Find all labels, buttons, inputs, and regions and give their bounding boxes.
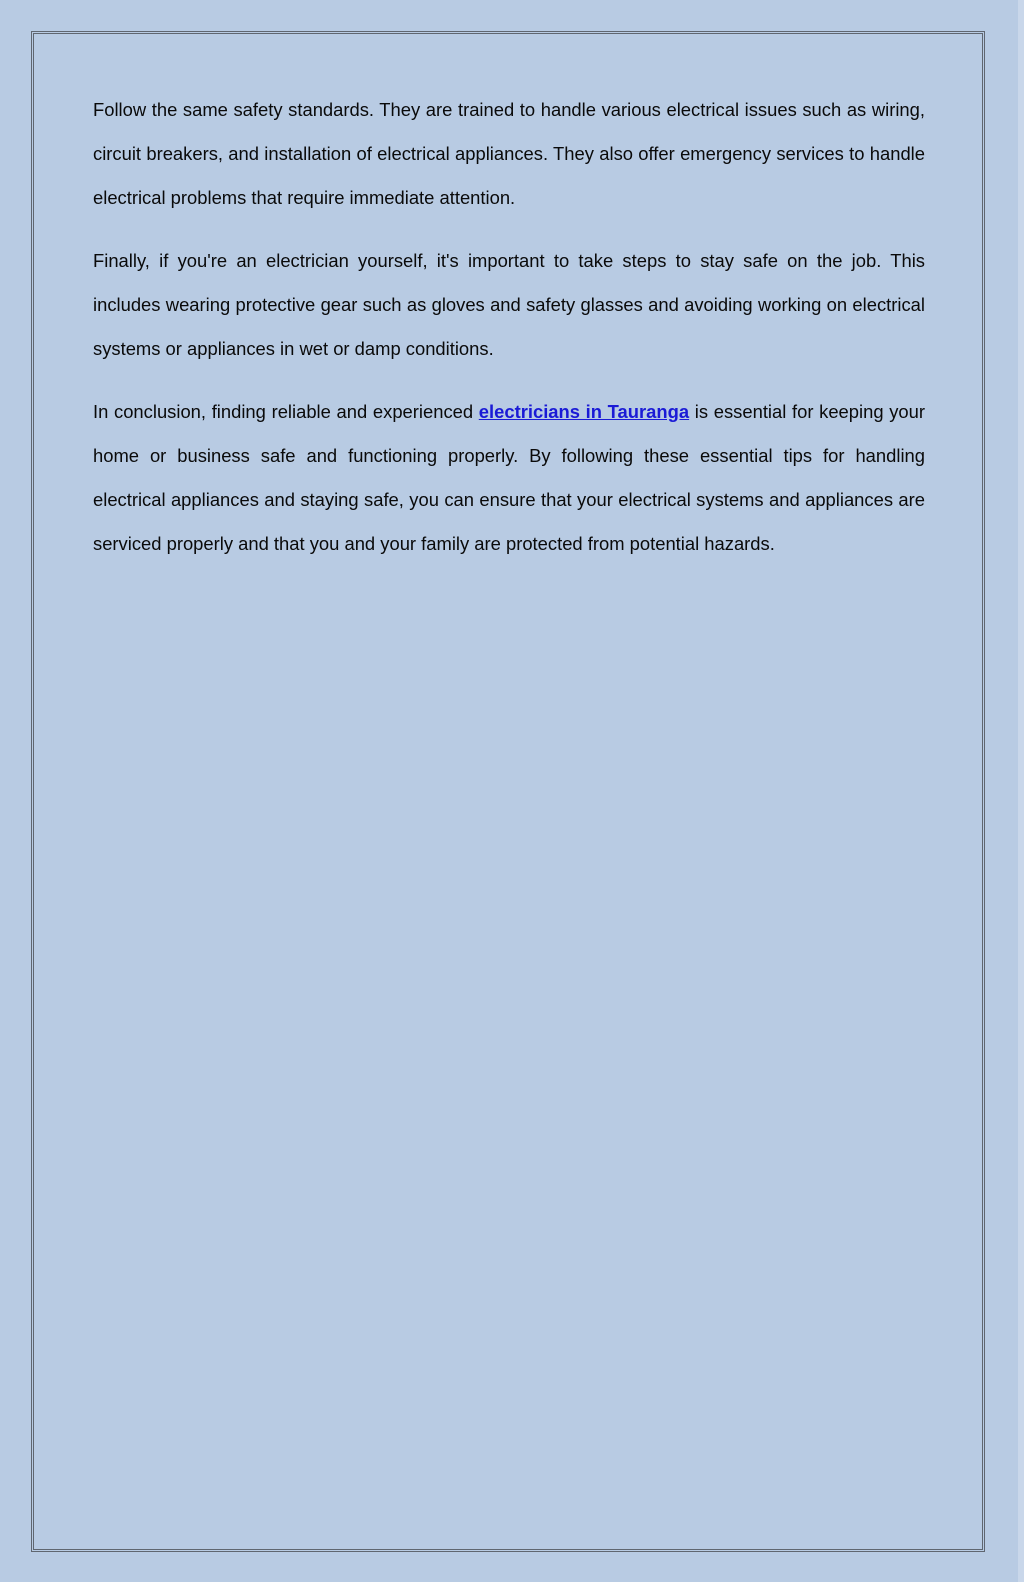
- conclusion-text-after-link: is essential for keeping your home or business safe and functioning properly. By following these essential tips for handling electrical appliances and staying safe, you can ensure that your electrical systems and appliances are serviced properly and that you and your family are protected from potential hazards.: [93, 401, 926, 554]
- conclusion-text-before-link: In conclusion, finding reliable and experienced: [93, 401, 479, 422]
- paragraph-safety-standards: Follow the same safety standards. They are trained to handle various electrical issues such as wiring, circuit breakers, and installation of electrical appliances. They also offer emergency services to handle electrical problems that require immediate attention.: [93, 99, 925, 208]
- page-border-frame: [31, 31, 985, 1552]
- document-body: [93, 88, 925, 585]
- electricians-tauranga-link[interactable]: electricians in Tauranga: [478, 401, 690, 422]
- paragraph-electrician-safety: Finally, if you're an electrician yourself, it's important to take steps to stay safe on the job. This includes wearing protective gear such as gloves and safety glasses and avoiding working on electrical systems or appliances in wet or damp conditions.: [93, 250, 925, 359]
- page-edge: [1018, 0, 1024, 1582]
- paragraph-conclusion: [93, 390, 925, 566]
